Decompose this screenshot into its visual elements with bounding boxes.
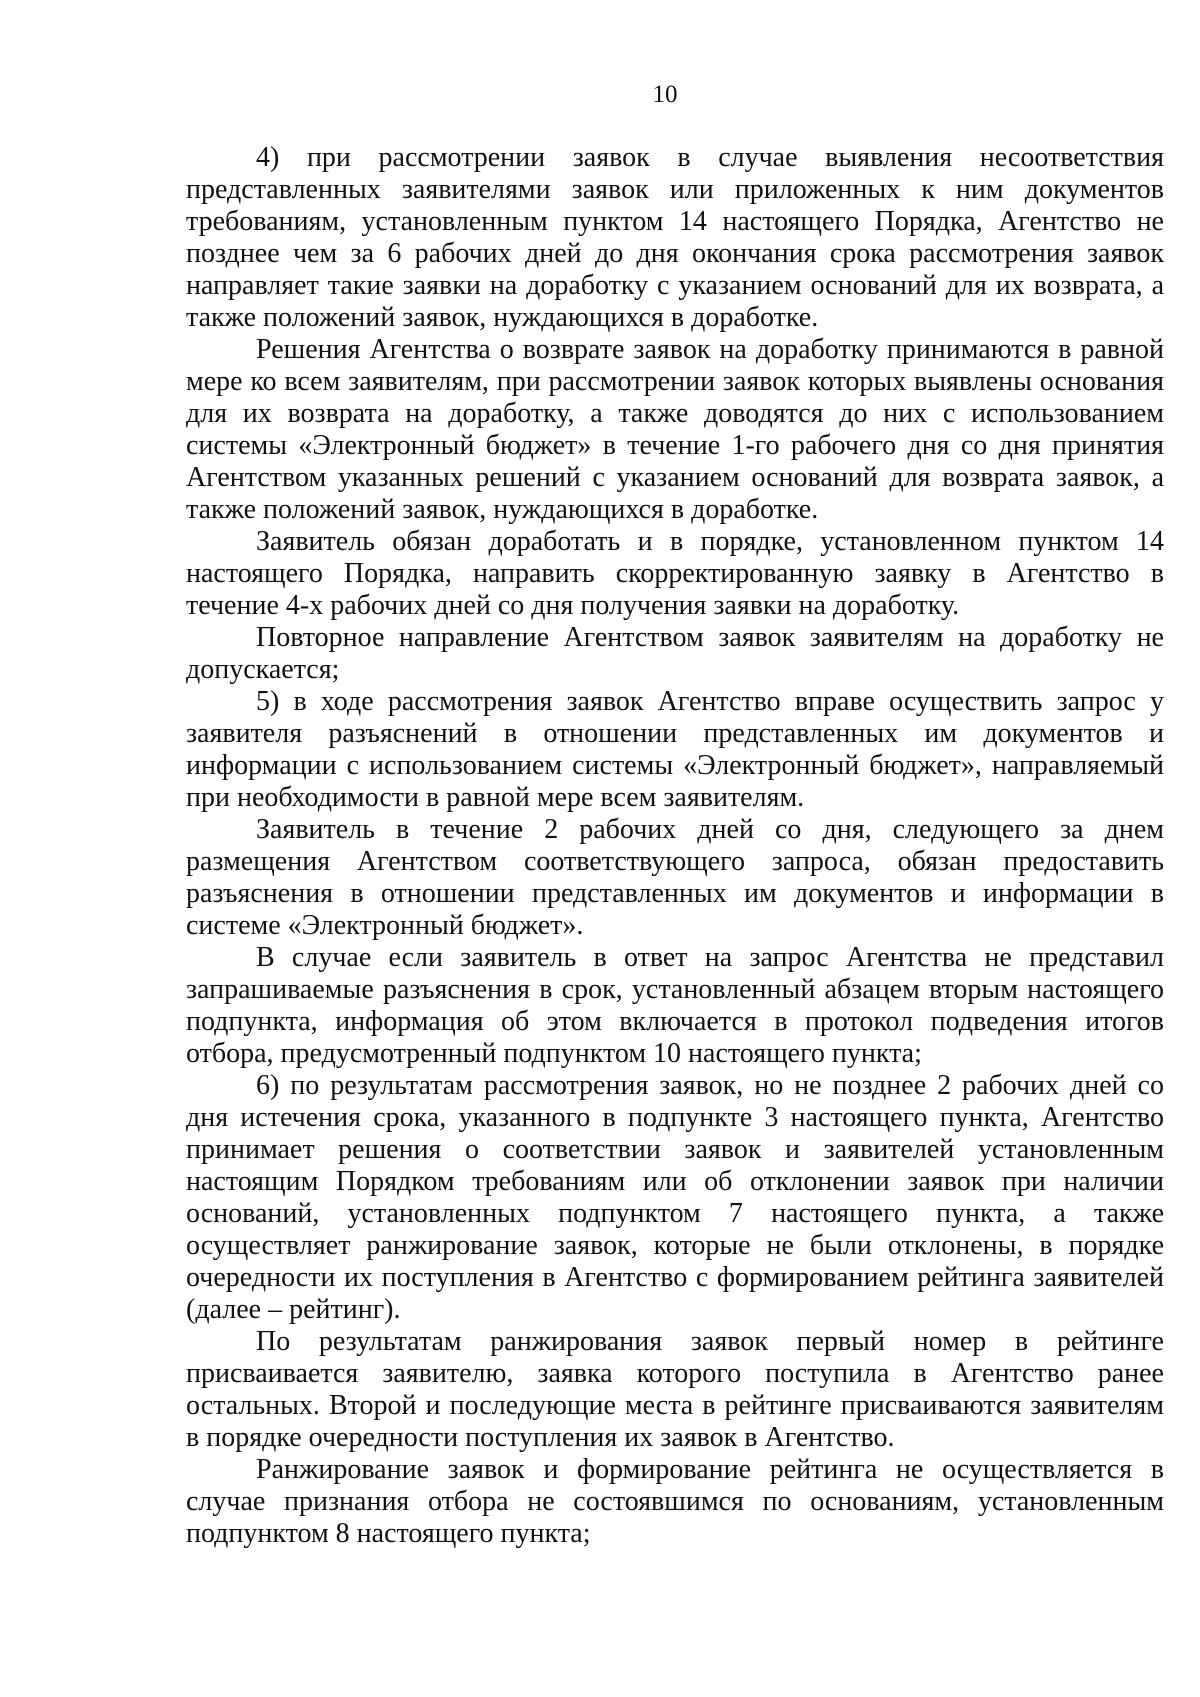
paragraph-item-4: 4) при рассмотрении заявок в случае выявления несоответствия представленных заявителями заявок или приложенных к ним документов требованиям, установленным пунктом 14 настоящего Порядка, Агентство не позднее чем за 6 рабочих дней до дня окончания срока рассмотрения заявок направляет такие заявки на доработку с указанием оснований для их возврата, а также положений заявок, нуждающихся в доработке. <box>186 142 1164 333</box>
document-body <box>186 142 1164 1550</box>
paragraph-item-5: 5) в ходе рассмотрения заявок Агентство вправе осуществить запрос у заявителя разъяснений в отношении представленных им документов и информации с использованием системы «Электронный бюджет», направляемый при необходимости в равной мере всем заявителям. <box>186 686 1164 813</box>
paragraph-ranking-exception: Ранжирование заявок и формирование рейтинга не осуществляется в случае признания отбора не состоявшимся по основаниям, установленным подпунктом 8 настоящего пункта; <box>186 1454 1164 1549</box>
page-number: 10 <box>652 81 678 108</box>
paragraph-clarification-deadline: Заявитель в течение 2 рабочих дней со дня, следующего за днем размещения Агентством соответствующего запроса, обязан предоставить разъяснения в отношении представленных им документов и информации в системе «Электронный бюджет». <box>186 814 1164 941</box>
paragraph-item-6: 6) по результатам рассмотрения заявок, но не позднее 2 рабочих дней со дня истечения срока, указанного в подпункте 3 настоящего пункта, Агентство принимает решения о соответствии заявок и заявителей установленным настоящим Порядком требованиям или об отклонении заявок при наличии оснований, установленных подпунктом 7 настоящего пункта, а также осуществляет ранжирование заявок, которые не были отклонены, в порядке очередности их поступления в Агентство с формированием рейтинга заявителей (далее – рейтинг). <box>186 1070 1164 1325</box>
paragraph-ranking-order: По результатам ранжирования заявок первый номер в рейтинге присваивается заявителю, заявка которого поступила в Агентство ранее остальных. Второй и последующие места в рейтинге присваиваются заявителям в порядке очередности поступления их заявок в Агентство. <box>186 1326 1164 1453</box>
paragraph-return-decisions: Решения Агентства о возврате заявок на доработку принимаются в равной мере ко всем заявителям, при рассмотрении заявок которых выявлены основания для их возврата на доработку, а также доводятся до них с использованием системы «Электронный бюджет» в течение 1-го рабочего дня со дня принятия Агентством указанных решений с указанием оснований для возврата заявок, а также положений заявок, нуждающихся в доработке. <box>186 334 1164 525</box>
paragraph-repeat-return: Повторное направление Агентством заявок заявителям на доработку не допускается; <box>186 622 1164 685</box>
paragraph-no-clarification: В случае если заявитель в ответ на запрос Агентства не представил запрашиваемые разъяснения в срок, установленный абзацем вторым настоящего подпункта, информация об этом включается в протокол подведения итогов отбора, предусмотренный подпунктом 10 настоящего пункта; <box>186 942 1164 1069</box>
paragraph-applicant-revision: Заявитель обязан доработать и в порядке, установленном пунктом 14 настоящего Порядка, направить скорректированную заявку в Агентство в течение 4-х рабочих дней со дня получения заявки на доработку. <box>186 526 1164 621</box>
